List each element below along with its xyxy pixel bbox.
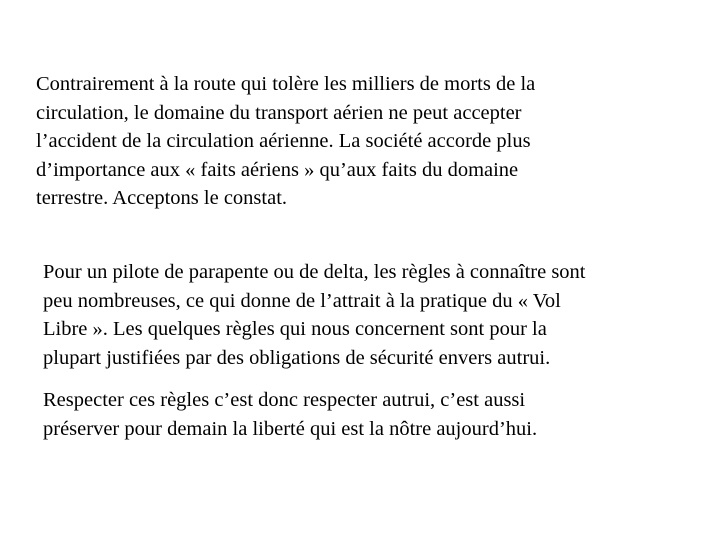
text-line: préserver pour demain la liberté qui est la nôtre aujourd’hui. <box>43 417 538 440</box>
text-line: Pour un pilote de parapente ou de delta, les règles à connaître sont <box>43 261 586 283</box>
text-line: l’accident de la circulation aérienne. La société accorde plus <box>36 130 531 152</box>
paragraph-respect <box>43 386 537 443</box>
text-line: plupart justifiées par des obligations de sécurité envers autrui. <box>43 346 551 369</box>
paragraph-road-vs-air <box>36 70 535 213</box>
text-line: Contrairement à la route qui tolère les milliers de morts de la <box>36 73 536 95</box>
text-line: d’importance aux « faits aériens » qu’aux faits du domaine <box>36 158 519 181</box>
text-line: terrestre. Acceptons le constat. <box>36 187 288 209</box>
text-line: Libre ». Les quelques règles qui nous concernent sont pour la <box>43 318 547 340</box>
text-line: peu nombreuses, ce qui donne de l’attrait à la pratique du « Vol <box>43 289 561 312</box>
paragraph-pilot-rules <box>43 258 586 372</box>
text-line: Respecter ces règles c’est donc respecter autrui, c’est aussi <box>43 389 526 411</box>
text-line: circulation, le domaine du transport aérien ne peut accepter <box>36 101 522 124</box>
